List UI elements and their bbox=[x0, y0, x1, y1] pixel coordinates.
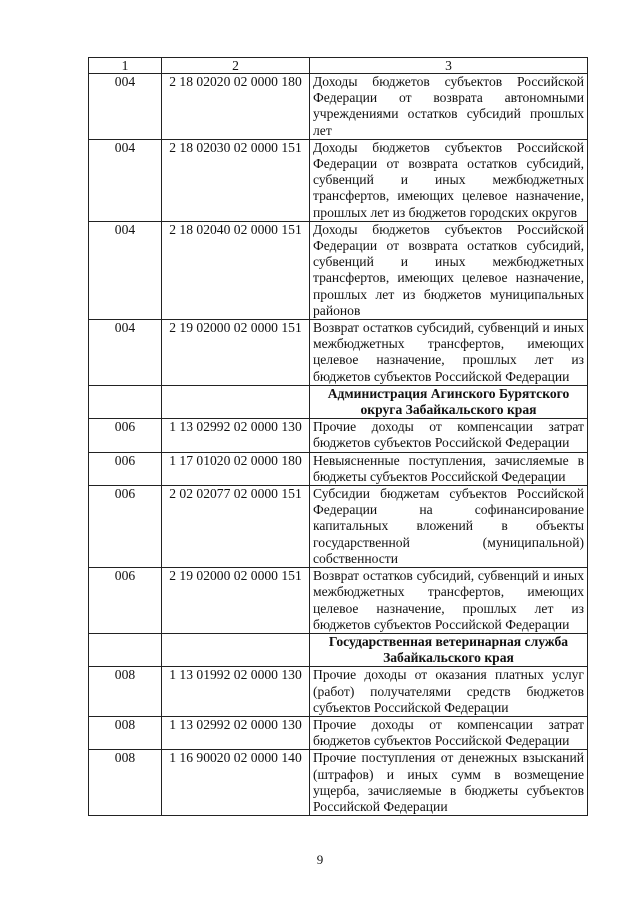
empty-cell bbox=[89, 385, 162, 418]
administrator-code: 006 bbox=[89, 568, 162, 634]
table-row bbox=[89, 716, 588, 749]
page-number: 9 bbox=[316, 852, 324, 867]
table-row bbox=[89, 750, 588, 816]
administrator-code: 006 bbox=[89, 452, 162, 485]
administrator-code: 004 bbox=[89, 74, 162, 140]
revenue-description: Прочие доходы от компенсации затрат бюджетов субъектов Российской Федерации bbox=[310, 419, 588, 452]
budget-classification-code: 1 13 01992 02 0000 130 bbox=[162, 667, 310, 717]
table-row bbox=[89, 74, 588, 140]
budget-classification-code: 2 18 02040 02 0000 151 bbox=[162, 221, 310, 319]
section-title: Администрация Агинского Бурятского округа Забайкальского края bbox=[310, 385, 588, 418]
administrator-code: 004 bbox=[89, 320, 162, 386]
revenue-description: Прочие доходы от оказания платных услуг (работ) получателями средств бюджетов субъектов Российской Федерации bbox=[310, 667, 588, 717]
empty-cell bbox=[162, 385, 310, 418]
budget-classification-code: 1 13 02992 02 0000 130 bbox=[162, 419, 310, 452]
column-number-row bbox=[89, 58, 588, 74]
column-number-1: 1 bbox=[89, 58, 162, 74]
revenue-description: Доходы бюджетов субъектов Российской Федерации от возврата остатков субсидий, субвенций и иных межбюджетных трансфертов, имеющих целевое назначение, прошлых лет из бюджетов муниципальных районов bbox=[310, 221, 588, 319]
table-row bbox=[89, 320, 588, 386]
section-header-row bbox=[89, 385, 588, 418]
table-row bbox=[89, 419, 588, 452]
table-row bbox=[89, 667, 588, 717]
empty-cell bbox=[162, 633, 310, 666]
revenue-description: Субсидии бюджетам субъектов Российской Федерации на софинансирование капитальных вложений в объекты государственной (муниципальной) собственности bbox=[310, 486, 588, 568]
column-number-2: 2 bbox=[162, 58, 310, 74]
budget-classification-code: 2 02 02077 02 0000 151 bbox=[162, 486, 310, 568]
revenue-description: Доходы бюджетов субъектов Российской Федерации от возврата автономными учреждениями остатков субсидий прошлых лет bbox=[310, 74, 588, 140]
budget-classification-code: 2 19 02000 02 0000 151 bbox=[162, 320, 310, 386]
section-header-row bbox=[89, 633, 588, 666]
budget-classification-code: 2 19 02000 02 0000 151 bbox=[162, 568, 310, 634]
administrator-code: 006 bbox=[89, 486, 162, 568]
administrator-code: 008 bbox=[89, 667, 162, 717]
revenue-description: Невыясненные поступления, зачисляемые в бюджеты субъектов Российской Федерации bbox=[310, 452, 588, 485]
budget-classification-code: 1 17 01020 02 0000 180 bbox=[162, 452, 310, 485]
table-row bbox=[89, 568, 588, 634]
table-row bbox=[89, 486, 588, 568]
table-row bbox=[89, 221, 588, 319]
empty-cell bbox=[89, 633, 162, 666]
revenue-description: Возврат остатков субсидий, субвенций и иных межбюджетных трансфертов, имеющих целевое назначение, прошлых лет из бюджетов субъектов Российской Федерации bbox=[310, 568, 588, 634]
table-row bbox=[89, 139, 588, 221]
administrator-code: 008 bbox=[89, 716, 162, 749]
column-number-3: 3 bbox=[310, 58, 588, 74]
table-row bbox=[89, 452, 588, 485]
administrator-code: 004 bbox=[89, 139, 162, 221]
administrator-code: 008 bbox=[89, 750, 162, 816]
budget-classification-code: 1 13 02992 02 0000 130 bbox=[162, 716, 310, 749]
revenue-description: Прочие доходы от компенсации затрат бюджетов субъектов Российской Федерации bbox=[310, 716, 588, 749]
budget-classification-code: 2 18 02030 02 0000 151 bbox=[162, 139, 310, 221]
revenue-codes-table bbox=[88, 57, 588, 816]
section-title: Государственная ветеринарная служба Забайкальского края bbox=[310, 633, 588, 666]
budget-classification-code: 1 16 90020 02 0000 140 bbox=[162, 750, 310, 816]
revenue-description: Прочие поступления от денежных взысканий (штрафов) и иных сумм в возмещение ущерба, зачисляемые в бюджеты субъектов Российской Федерации bbox=[310, 750, 588, 816]
revenue-description: Возврат остатков субсидий, субвенций и иных межбюджетных трансфертов, имеющих целевое назначение, прошлых лет из бюджетов субъектов Российской Федерации bbox=[310, 320, 588, 386]
revenue-description: Доходы бюджетов субъектов Российской Федерации от возврата остатков субсидий, субвенций и иных межбюджетных трансфертов, имеющих целевое назначение, прошлых лет из бюджетов городских округов bbox=[310, 139, 588, 221]
administrator-code: 006 bbox=[89, 419, 162, 452]
budget-classification-code: 2 18 02020 02 0000 180 bbox=[162, 74, 310, 140]
administrator-code: 004 bbox=[89, 221, 162, 319]
